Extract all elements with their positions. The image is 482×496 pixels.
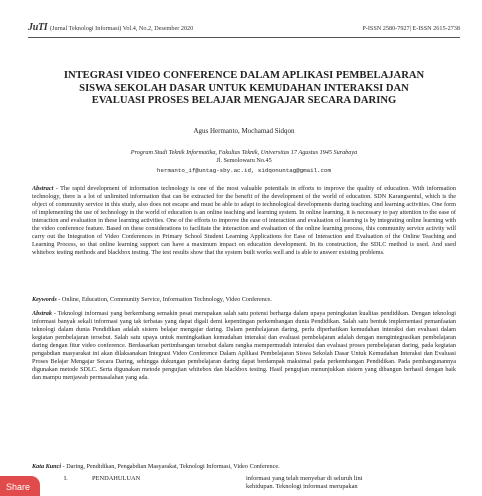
katakunci-text: - Daring, Pendidikan, Pengabdian Masyarakat, Teknologi Informasi, Video Conference. [61, 463, 280, 470]
abstract-indonesian [32, 310, 456, 382]
paper-title: INTEGRASI VIDEO CONFERENCE DALAM APLIKASI PEMBELAJARAN SISWA SEKOLAH DASAR UNTUK KEMUDAHAN INTERAKSI DAN EVALUASI PROSES BELAJAR MENGAJAR SECARA DARING [63, 70, 425, 107]
abstract-english [32, 185, 456, 257]
address: Jl. Semolowaru No.45 [216, 157, 272, 164]
section-number: I. [64, 475, 68, 482]
abstrak-label: Abstrak [32, 310, 52, 317]
keywords-text: - Online, Education, Community Service, Information Technology, Video Conference. [56, 296, 272, 303]
abstrak-text: - Teknologi informasi yang berkembang semakin pesat merupakan salah satu potensi berharga dalam upaya peningkatan kualitas pendidikan. Dengan teknologi informasi banyak sekali informasi yang tak terbatas yang dapat digali demi kepentingan perkembangan dunia Pendidikan. Salah satu bentuk implementasi pemanfaatan teknologi dalam dunia Pendidikan adalah sistem belajar mengajar daring. Dalam pembelajaran daring, perlu diperhatikan kemudahan interaksi dan evaluasi dalam kegiatan pembelajaran tersebut. Salah satu upaya untuk meningkatkan kemudahan interaksi dan evaluasi pembelajaran adalah dengan mengintegrasikan pembelajaran daring dengan fitur video conference. Berdasarkan pertimbangan tersebut dalam rangka mempermudah interaksi dan evaluasi proses pembelajaran daring, pada kegiatan pengabdian masyarakat ini akan dilaksanakan Integrasi Video Conference Dalam Aplikasi Pembelajaran Siswa Sekolah Dasar Untuk Kemudahan Interaksi dan Evaluasi Proses Belajar Mengajar Secara Daring, sehingga dukungan pembelajaran daring dapat berdampak maksimal pada perkembangan Pendidikan. Pada pembangunannya digunakan metode SDLC. Serta digunakan metode pengujian whitebox dan blackbox testing. Hasil pengujian menunjukkan sistem yang dibangun berhasil dengan baik dan mampu menjawab permasalahan yang ada. [32, 310, 456, 381]
header-divider [28, 37, 460, 38]
abstract-text: - The rapid development of information technology is one of the most valuable potentials in efforts to improve the quality of education. With information technology, there is a lot of unlimited information that can be extracted for the benefit of the development of the world of education. SDN Karangsentul, which is the object of community service in this study, also does not escape and must be able to adapt to technological developments during teaching and learning activities. One form of implementing the use of technology in the world of education is an online teaching and learning system. In online learning, it is necessary to pay attention to the ease of interaction and evaluation in these learning activities. One of the efforts to improve the ease of interaction and evaluation of learning is by integrating online learning with the video conference feature. Based on these considerations to facilitate the interaction and evaluation of the online learning process, this community service activity will carry out the Integration of Video Conferences in Primary School Student Learning Applications for Ease of Interaction and Evaluation of the Online Teaching and Learning Process, so that online learning support can have a maximum impact on education development. In its construction, the SDLC method is used. And used whitebox testing methods and blackbox testing. The test results show that the system built works well and is able to answer existing problems. [32, 185, 456, 256]
affiliation: Program Studi Teknik Informatika, Fakultas Teknik, Universitas 17 Agustus 1945 Surabaya [130, 149, 358, 156]
katakunci-label: Kata Kunci [32, 463, 62, 470]
journal-info: (Jurnal Teknologi Informasi) Vol.4, No.2, Desember 2020 [50, 25, 194, 32]
journal-logo: JuTI [28, 22, 48, 33]
authors: Agus Hermanto, Mochamad Sidqon [193, 127, 295, 135]
page-header [28, 20, 460, 36]
keywords-english [32, 296, 456, 304]
keywords-indonesian [32, 463, 456, 471]
column2-line1: informasi yang telah menyebar di seluruh lini [246, 475, 363, 482]
column2-line2: kehidupan. Teknologi informasi merupakan [246, 483, 358, 490]
share-button[interactable]: Share [0, 476, 40, 496]
issn-info: P-ISSN 2580-7927| E-ISSN 2615-2738 [362, 25, 460, 32]
keywords-label: Keywords [32, 296, 57, 303]
section-title: PENDAHULUAN [92, 475, 141, 482]
email-addresses: hermanto_if@untag-sby.ac.id, sidqonuntag@gmail.com [157, 167, 331, 174]
abstract-label: Abstract [32, 185, 54, 192]
